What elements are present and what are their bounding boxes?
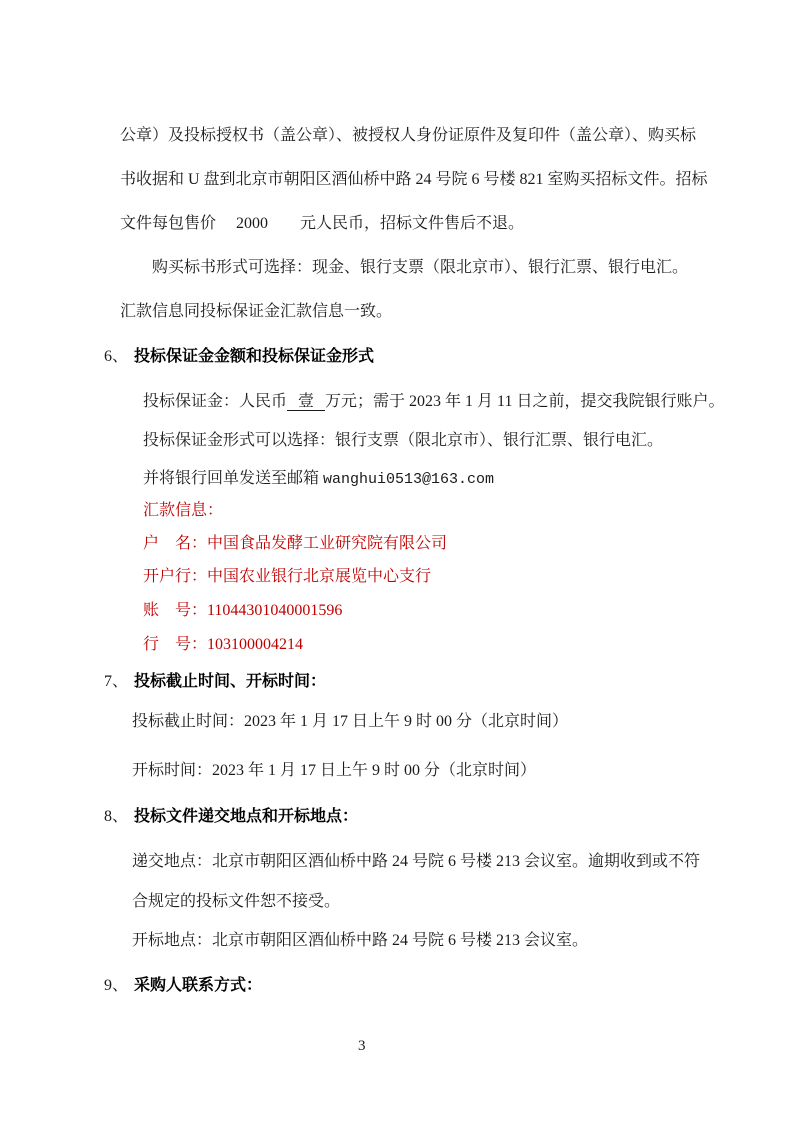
section-8-heading <box>104 794 714 839</box>
section-9-number: 9、 <box>104 977 129 994</box>
remittance-info-heading: 汇款信息： <box>143 502 224 519</box>
section-7-heading <box>104 659 714 704</box>
purchase-method-line: 购买标书形式可选择：现金、银行支票（限北京市）、银行汇票、银行电汇。 <box>152 259 689 276</box>
section-9-title: 采购人联系方式： <box>134 977 263 994</box>
section-7-title: 投标截止时间、开标时间： <box>134 673 327 690</box>
deposit-form-line: 投标保证金形式可以选择：银行支票（限北京市）、银行汇票、银行电汇。 <box>143 432 664 449</box>
intro-line-2: 书收据和 U 盘到北京市朝阳区酒仙桥中路 24 号院 6 号楼 821 室购买招标文件。招标 <box>120 171 708 188</box>
intro-line-1: 公章）及投标授权书（盖公章）、被授权人身份证原件及复印件（盖公章）、购买标 <box>120 127 697 144</box>
remittance-bank-number: 行 号：103100004214 <box>143 636 304 653</box>
section-8-number: 8、 <box>104 808 129 825</box>
bank-receipt-email-line <box>143 460 714 498</box>
section-6-title: 投标保证金金额和投标保证金形式 <box>134 348 375 365</box>
intro-paragraph <box>120 114 714 246</box>
deposit-amount-underlined: 壹 <box>287 393 325 411</box>
remittance-bank-name: 开户行：中国农业银行北京展览中心支行 <box>143 568 432 585</box>
opening-location-line: 开标地点：北京市朝阳区酒仙桥中路 24 号院 6 号楼 213 会议室。 <box>132 932 589 949</box>
section-7-number: 7、 <box>104 673 129 690</box>
deposit-suffix: 万元；需于 2023 年 1 月 11 日之前，提交我院银行账户。 <box>325 393 725 410</box>
delivery-location-line: 递交地点：北京市朝阳区酒仙桥中路 24 号院 6 号楼 213 会议室。逾期收到或不符 <box>132 853 701 870</box>
bid-deadline-line: 投标截止时间：2023 年 1 月 17 日上午 9 时 00 分（北京时间） <box>132 713 569 730</box>
page-number: 3 <box>358 1038 366 1054</box>
email-address: wanghui0513@163.com <box>323 471 495 488</box>
section-6-number: 6、 <box>104 348 129 365</box>
bid-opening-time-line: 开标时间：2023 年 1 月 17 日上午 9 时 00 分（北京时间） <box>132 762 537 779</box>
intro-line-3: 文件每包售价 2000 元人民币，招标文件售后不退。 <box>120 215 525 232</box>
section-6-heading <box>104 334 714 379</box>
remittance-note-line: 汇款信息同投标保证金汇款信息一致。 <box>120 303 393 320</box>
section-8-title: 投标文件递交地点和开标地点： <box>134 808 359 825</box>
email-line-prefix: 并将银行回单发送至邮箱 <box>143 470 324 487</box>
deposit-line <box>143 379 725 424</box>
remittance-account-name: 户 名：中国食品发酵工业研究院有限公司 <box>143 535 448 552</box>
remittance-account-number: 账 号：11044301040001596 <box>143 602 343 619</box>
delivery-location-paragraph <box>132 842 714 922</box>
deposit-prefix: 投标保证金：人民币 <box>143 393 288 410</box>
delivery-location-continuation: 合规定的投标文件恕不接受。 <box>132 893 341 910</box>
section-9-heading <box>104 963 714 1008</box>
